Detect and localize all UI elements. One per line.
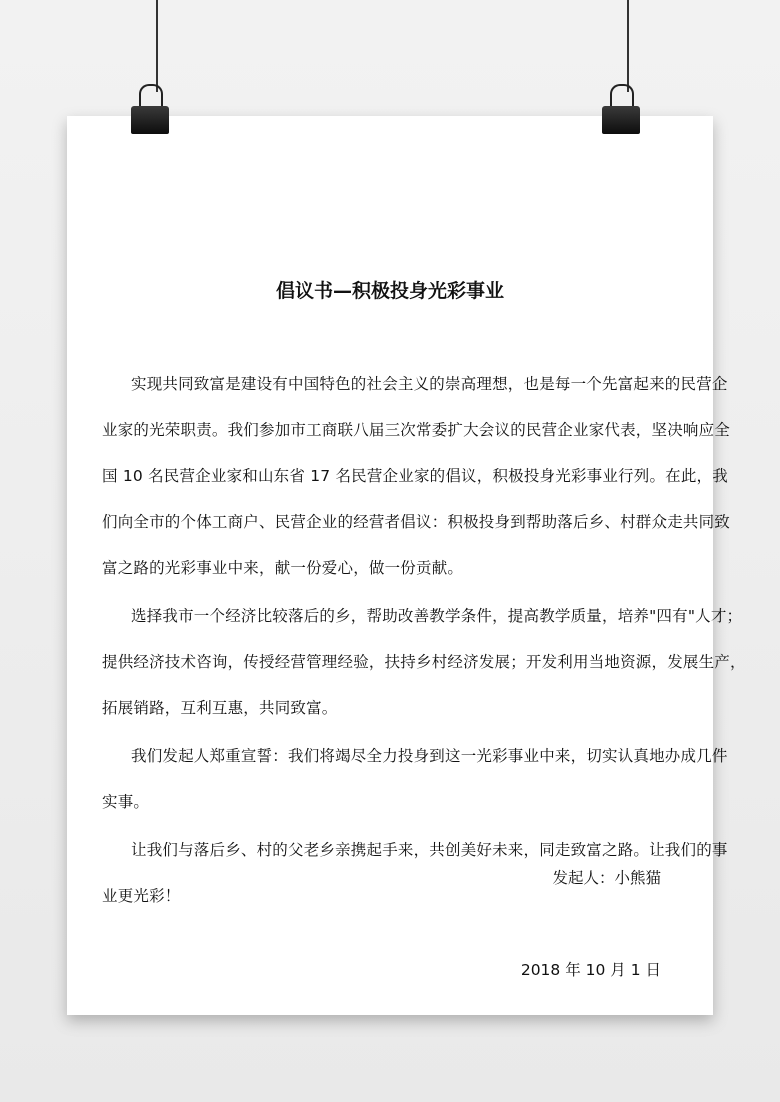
hanging-string-left (156, 0, 158, 92)
text-line: 拓展销路，互利互惠，共同致富。 (102, 699, 338, 717)
document-paper (67, 116, 746, 1015)
signer: 发起人：小熊猫 (552, 869, 661, 887)
document-title: 倡议书—积极投身光彩事业 (275, 280, 504, 302)
text-line: 选择我市一个经济比较落后的乡，帮助改善教学条件，提高教学质量，培养"四有"人才； (131, 607, 743, 625)
text-line: 实现共同致富是建设有中国特色的社会主义的崇高理想，也是每一个先富起来的民营企 (131, 375, 728, 393)
hanging-string-right (627, 0, 629, 92)
text-line: 提供经济技术咨询，传授经营管理经验，扶持乡村经济发展；开发利用当地资源，发展生产， (102, 653, 746, 671)
text-line: 富之路的光彩事业中来，献一份爱心，做一份贡献。 (102, 559, 464, 577)
text-line: 业更光彩！ (102, 887, 181, 905)
text-line: 我们发起人郑重宣誓：我们将竭尽全力投身到这一光彩事业中来，切实认真地办成几件 (131, 747, 728, 765)
text-line: 业家的光荣职责。我们参加市工商联八届三次常委扩大会议的民营企业家代表，坚决响应全 (102, 421, 731, 439)
binder-clip-left-icon (131, 84, 169, 134)
text-line: 让我们与落后乡、村的父老乡亲携起手来，共创美好未来，同走致富之路。让我们的事 (131, 841, 728, 859)
date: 2018 年 10 月 1 日 (520, 961, 661, 979)
text-line: 国 10 名民营企业家和山东省 17 名民营企业家的倡议，积极投身光彩事业行列。在此，我 (102, 467, 728, 485)
text-line: 们向全市的个体工商户、民营企业的经营者倡议：积极投身到帮助落后乡、村群众走共同致 (102, 513, 731, 531)
text-line: 实事。 (102, 793, 150, 811)
binder-clip-right-icon (602, 84, 640, 134)
